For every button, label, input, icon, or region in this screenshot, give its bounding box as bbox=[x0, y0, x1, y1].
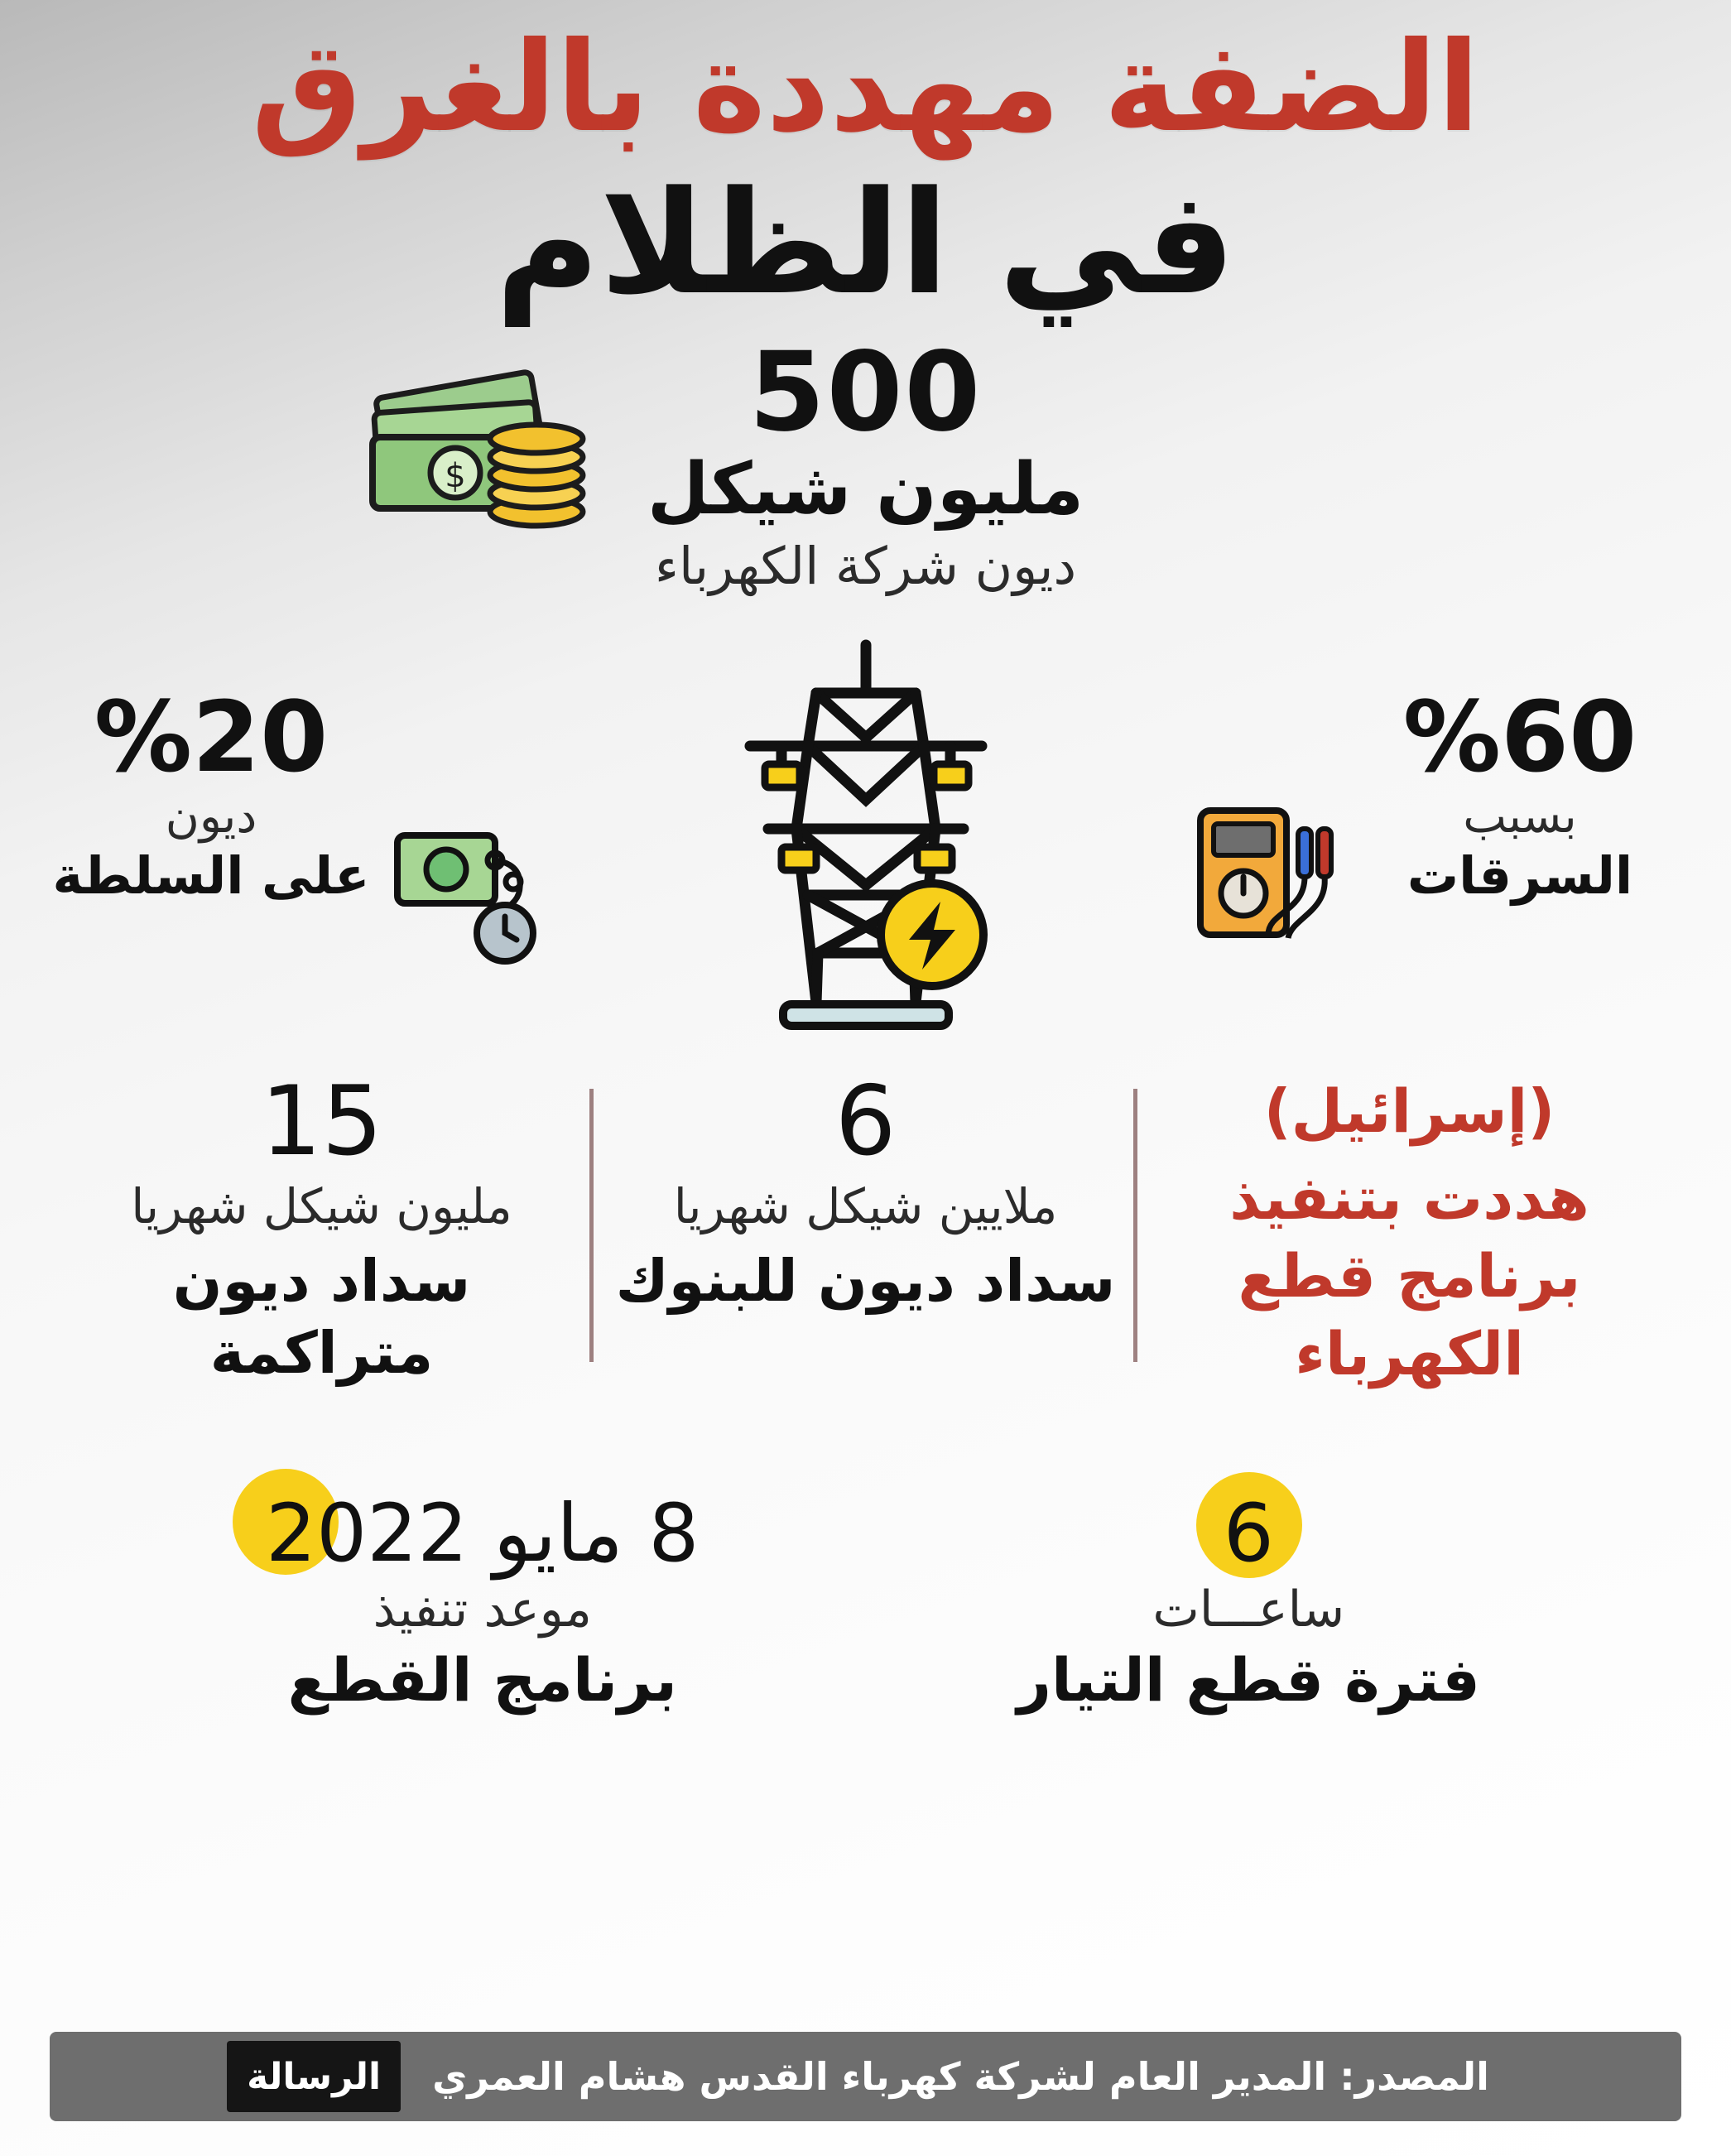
publisher-logo-text: الرسالة bbox=[247, 2055, 382, 2098]
bank-debt-desc: سداد ديون للبنوك bbox=[615, 1246, 1116, 1315]
outage-date-unit: موعد تنفيذ bbox=[373, 1580, 592, 1639]
page-title: الضفة مهددة بالغرق bbox=[251, 16, 1480, 160]
outage-date-stat bbox=[99, 1487, 866, 1715]
authority-debt-percent: %20 bbox=[94, 680, 329, 795]
outage-date-desc: برنامج القطع bbox=[287, 1644, 677, 1715]
share-breakdown-row bbox=[0, 622, 1731, 1052]
multimeter-icon bbox=[1189, 796, 1342, 961]
theft-share-stat bbox=[1342, 680, 1698, 907]
outage-duration-unit: ساعـــات bbox=[1152, 1580, 1345, 1639]
theft-share-percent: %60 bbox=[1402, 680, 1637, 795]
outage-date-number: 8 مايو 2022 bbox=[266, 1487, 700, 1581]
accumulated-debt-unit: مليون شيكل شهريا bbox=[131, 1178, 512, 1235]
column-israel-threat bbox=[1137, 1074, 1681, 1393]
debt-unit: مليون شيكل bbox=[647, 448, 1084, 532]
debt-caption: ديون شركة الكهرباء bbox=[654, 535, 1077, 596]
total-debt-block bbox=[0, 329, 1731, 597]
accumulated-debt-number: 15 bbox=[260, 1066, 383, 1178]
bank-debt-unit: ملايين شيكل شهريا bbox=[673, 1178, 1058, 1235]
column-accumulated-debt bbox=[50, 1066, 594, 1390]
svg-text:$: $ bbox=[445, 457, 466, 496]
publisher-logo bbox=[227, 2041, 401, 2112]
theft-share-line2: السرقات bbox=[1406, 845, 1633, 906]
israel-label: (إسرائيل) bbox=[1263, 1076, 1555, 1147]
bank-debt-number: 6 bbox=[834, 1066, 897, 1178]
money-bills-icon bbox=[356, 346, 604, 561]
authority-debt-line1: ديون bbox=[165, 790, 257, 845]
schedule-row bbox=[0, 1487, 1731, 1715]
outage-duration-stat bbox=[866, 1487, 1632, 1715]
cash-ball-chain-icon bbox=[389, 812, 555, 970]
page-subtitle: في الظلام bbox=[495, 159, 1236, 326]
column-bank-debt bbox=[594, 1066, 1137, 1317]
israel-threat-text: هددت بتنفيذ برنامج قطع الكهرباء bbox=[1229, 1163, 1589, 1388]
theft-share-line1: بسبب bbox=[1463, 790, 1577, 845]
debt-amount: 500 bbox=[748, 329, 983, 457]
outage-duration-number: 6 bbox=[1223, 1487, 1274, 1581]
footer-bar bbox=[50, 2032, 1681, 2121]
authority-debt-stat bbox=[33, 680, 389, 907]
authority-debt-line2: على السلطة bbox=[52, 845, 370, 906]
power-transmission-tower-icon bbox=[692, 622, 1040, 1052]
accumulated-debt-desc: سداد ديون متراكمة bbox=[172, 1246, 471, 1388]
source-text: المصدر: المدير العام لشركة كهرباء القدس هشام العمري bbox=[432, 2054, 1489, 2099]
outage-duration-desc: فترة قطع التيار bbox=[1017, 1644, 1480, 1715]
payments-columns bbox=[0, 1066, 1731, 1393]
